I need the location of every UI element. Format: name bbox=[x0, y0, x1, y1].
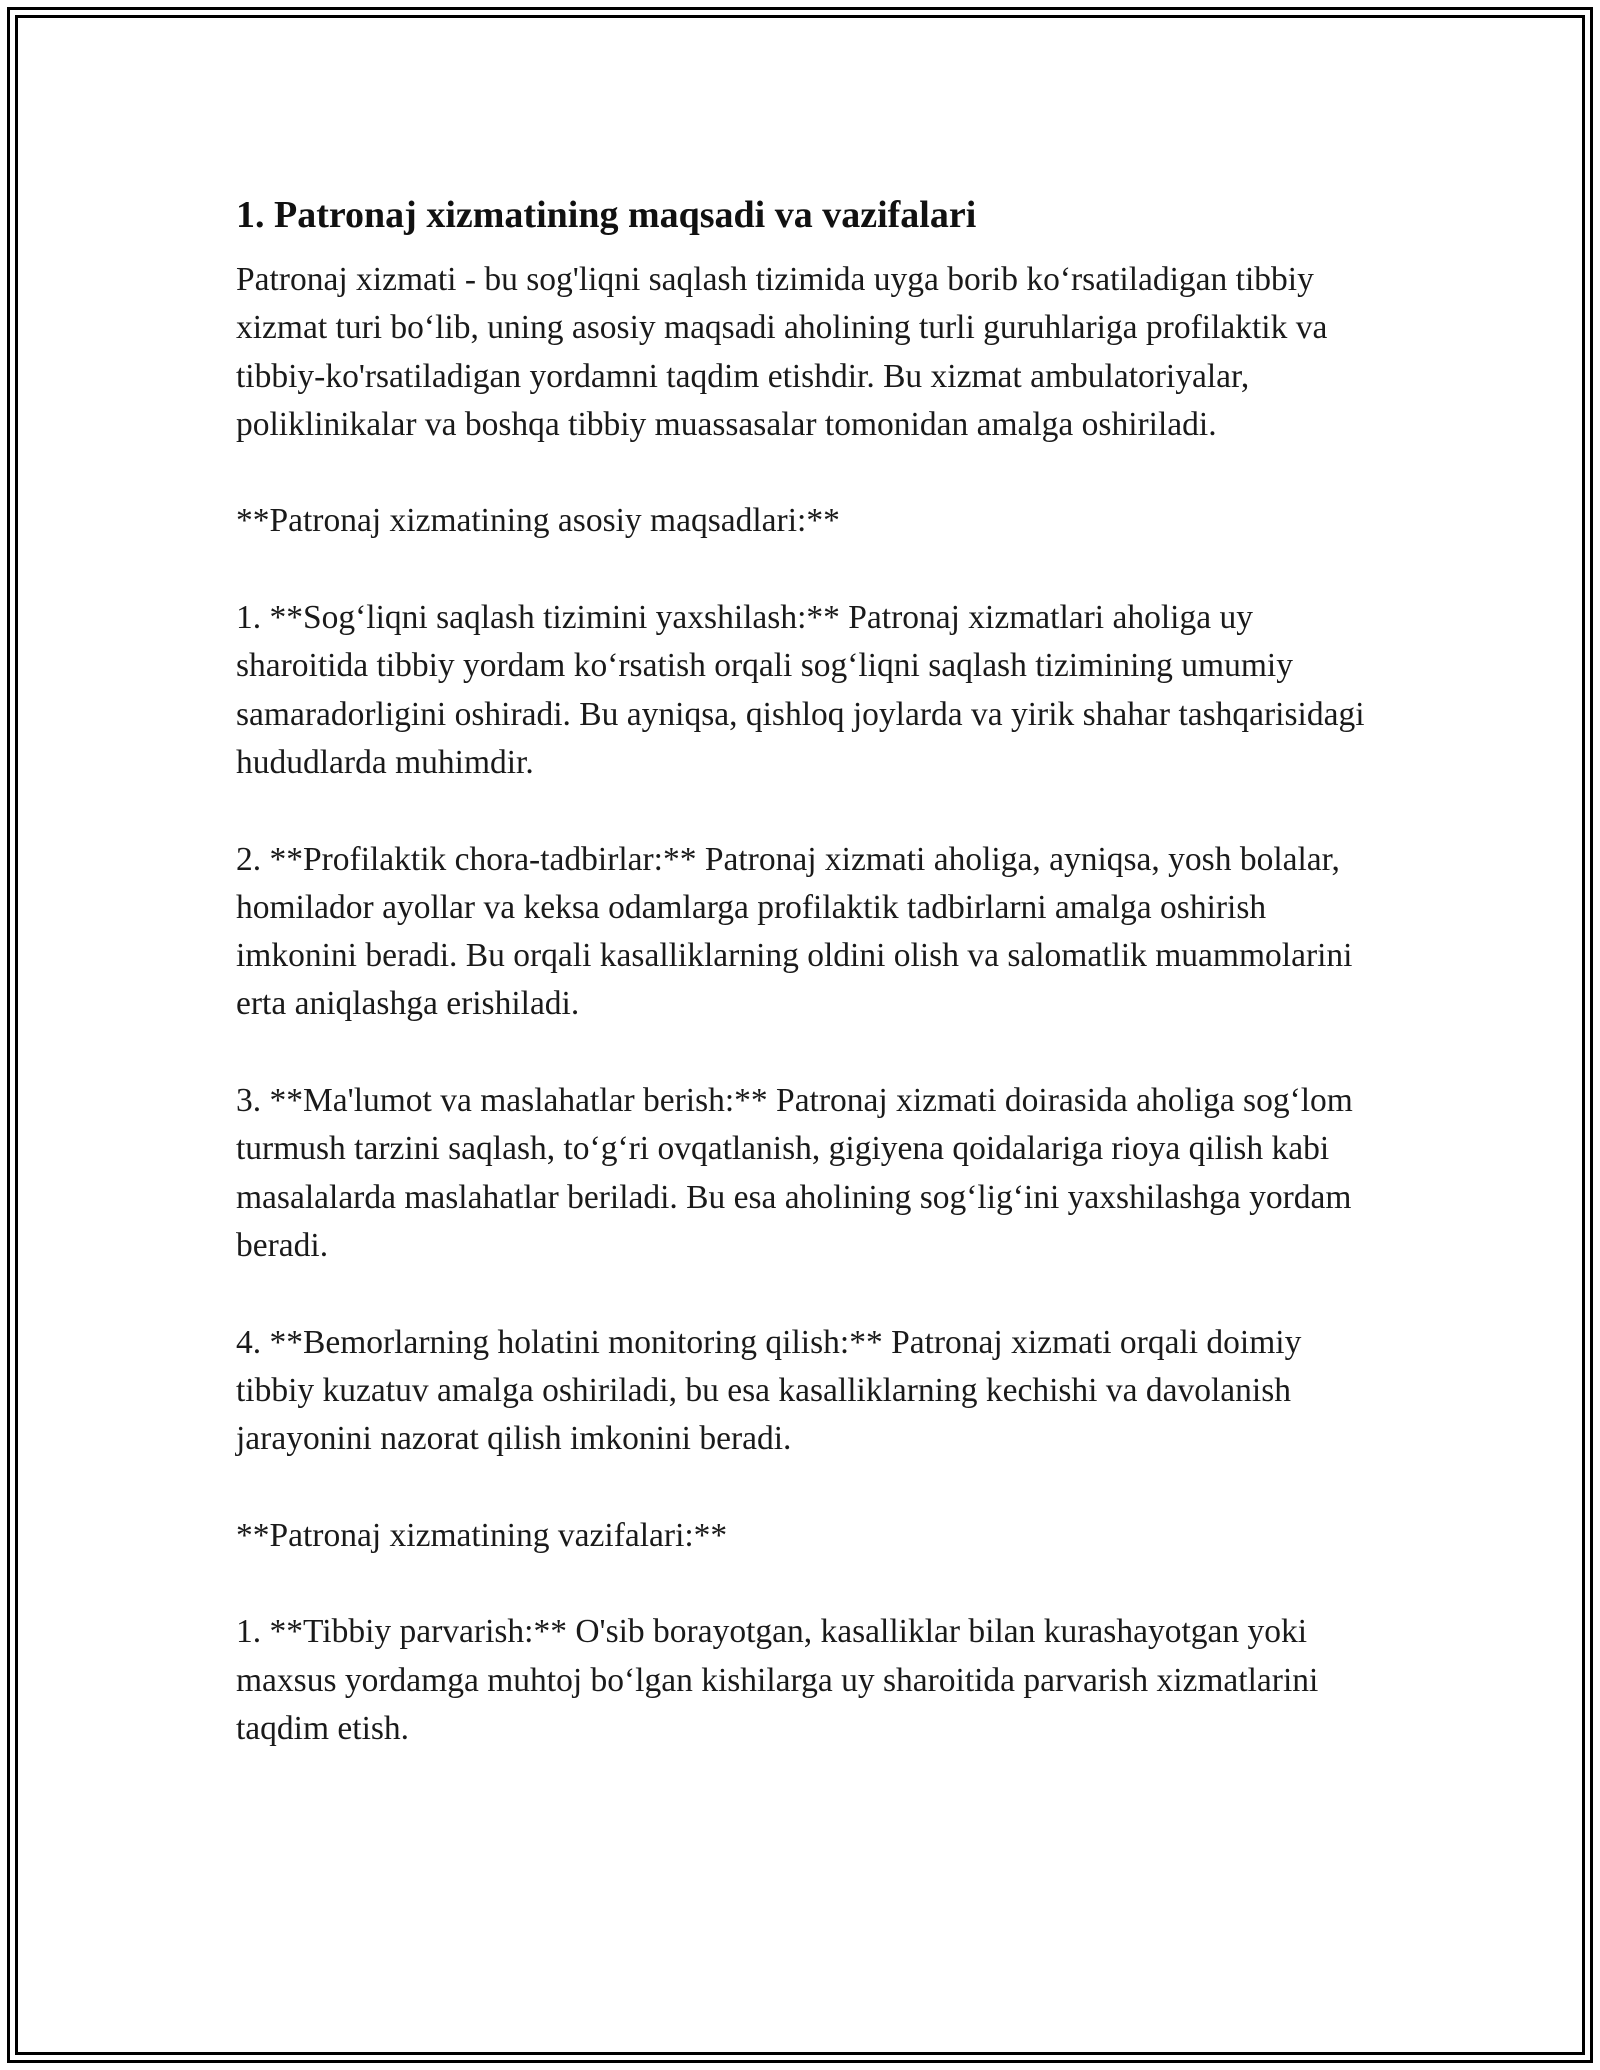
goal-item-4: 4. **Bemorlarning holatini monitoring qilish:** Patronaj xizmati orqali doimiy tibbiy kuzatuv amalga oshiriladi, bu esa kasalliklarning kechishi va davolanish jarayonini nazorat qilish imkonini beradi. bbox=[236, 1323, 1302, 1458]
section-heading: 1. Patronaj xizmatining maqsadi va vazifalari bbox=[236, 194, 977, 236]
document-body bbox=[236, 188, 1366, 1753]
goal-item-3: 3. **Ma'lumot va maslahatlar berish:** Patronaj xizmati doirasida aholiga sog‘lom turmush tarzini saqlash, to‘g‘ri ovqatlanish, gigiyena qoidalariga rioya qilish kabi masalalarda maslahatlar beriladi. Bu esa aholining sog‘lig‘ini yaxshilashga yordam beradi. bbox=[236, 1082, 1353, 1264]
goal-item-2: 2. **Profilaktik chora-tadbirlar:** Patronaj xizmati aholiga, ayniqsa, yosh bolalar, homilador ayollar va keksa odamlarga profilaktik tadbirlarni amalga oshirish imkonini beradi. Bu orqali kasalliklarning oldini olish va salomatlik muammolarini erta aniqlashga erishiladi. bbox=[236, 840, 1353, 1023]
task-item-1: 1. **Tibbiy parvarish:** O'sib borayotgan, kasalliklar bilan kurashayotgan yoki maxsus yordamga muhtoj bo‘lgan kishilarga uy sharoitida parvarish xizmatlarini taqdim etish. bbox=[236, 1613, 1319, 1747]
goal-item-1: 1. **Sog‘liqni saqlash tizimini yaxshilash:** Patronaj xizmatlari aholiga uy sharoitida tibbiy yordam ko‘rsatish orqali sog‘liqni saqlash tizimining umumiy samaradorligini oshiradi. Bu ayniqsa, qishloq joylarda va yirik shahar tashqarisidagi hududlarda muhimdir. bbox=[236, 599, 1365, 781]
goals-subheading: **Patronaj xizmatining asosiy maqsadlari:** bbox=[236, 502, 840, 540]
tasks-subheading: **Patronaj xizmatining vazifalari:** bbox=[236, 1516, 728, 1554]
intro-paragraph: Patronaj xizmati - bu sog'liqni saqlash tizimida uyga borib ko‘rsatiladigan tibbiy xizmat turi bo‘lib, uning asosiy maqsadi aholining turli guruhlariga profilaktik va tibbiy-ko'rsatiladigan yordamni taqdim etishdir. Bu xizmat ambulatoriyalar, poliklinikalar va boshqa tibbiy muassasalar tomonidan amalga oshiriladi. bbox=[236, 261, 1328, 443]
